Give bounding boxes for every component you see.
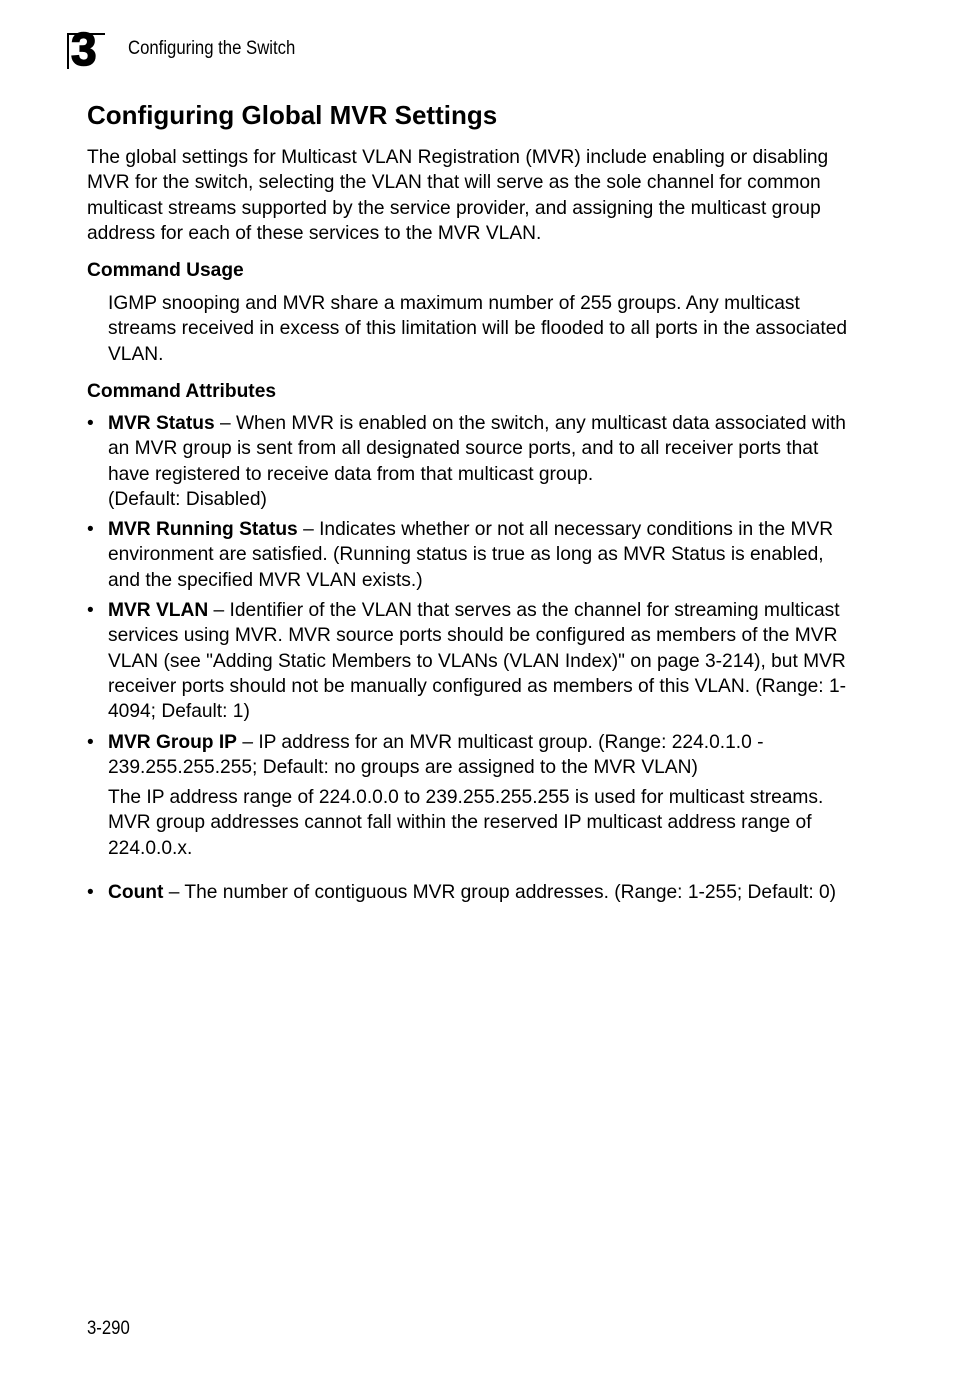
bullet-glyph: • — [87, 413, 94, 434]
attribute-description: – The number of contiguous MVR group addresses. (Range: 1-255; Default: 0) — [163, 882, 837, 904]
bullet-glyph: • — [87, 600, 94, 622]
list-item-mvr-vlan — [87, 598, 858, 724]
bullet-glyph: • — [87, 519, 94, 541]
attribute-term: Count — [108, 882, 164, 904]
attribute-term: MVR Group IP — [108, 731, 237, 753]
bullet-glyph: • — [87, 731, 94, 753]
attribute-list — [87, 411, 858, 911]
attribute-term: MVR VLAN — [108, 600, 209, 622]
attribute-term: MVR Running Status — [108, 519, 298, 541]
attribute-description: – IP address for an MVR multicast group. (Range: 224.0.1.0 - 239.255.255.255; Default: no groups are assigned to the MVR VLAN) — [108, 731, 764, 778]
command-attributes-heading: Command Attributes — [87, 381, 277, 402]
list-item-count — [87, 880, 858, 905]
attribute-default: (Default: Disabled) — [108, 488, 267, 510]
bullet-glyph: • — [87, 882, 94, 904]
section-title: Configuring Global MVR Settings — [87, 100, 498, 130]
page-number: 3-290 — [87, 1318, 130, 1339]
chapter-number-badge — [67, 23, 105, 75]
list-item-mvr-running-status — [87, 517, 858, 593]
list-item-mvr-status — [87, 411, 858, 512]
running-head: Configuring the Switch — [128, 38, 296, 59]
chapter-number: 3 — [71, 23, 96, 75]
attribute-continuation: The IP address range of 224.0.0.0 to 239.255.255.255 is used for multicast streams. MVR group addresses cannot fall within the reserved IP multicast address range of 224.0.0.x. — [108, 787, 824, 859]
attribute-description: – Indicates whether or not all necessary conditions in the MVR environment are satisfied. (Running status is true as long as MVR Status is enabled, and the specified MVR VLAN exists.) — [108, 519, 834, 591]
attribute-term: MVR Status — [108, 413, 215, 434]
attribute-description: – Identifier of the VLAN that serves as the channel for streaming multicast services using MVR. MVR source ports should be configured as members of the MVR VLAN (see "Adding Static Members to VLANs (VLAN Index)" on page 3-214), but MVR receiver ports should not be manually configured as members of this VLAN. (Range: 1-4094; Default: 1) — [108, 600, 847, 723]
list-item-mvr-group-ip — [87, 730, 858, 861]
command-usage-heading: Command Usage — [87, 260, 244, 281]
attribute-description: – When MVR is enabled on the switch, any multicast data associated with an MVR group is sent from all designated source ports, and to all receiver ports that have registered to receive data from that multicast group. — [108, 413, 846, 485]
command-usage-text: IGMP snooping and MVR share a maximum number of 255 groups. Any multicast streams received in excess of this limitation will be flooded to all ports in the associated VLAN. — [108, 293, 848, 365]
intro-paragraph: The global settings for Multicast VLAN Registration (MVR) include enabling or disabling MVR for the switch, selecting the VLAN that will serve as the sole channel for common multicast streams supported by the service provider, and assigning the multicast group address for each of these services to the MVR VLAN. — [87, 147, 829, 244]
